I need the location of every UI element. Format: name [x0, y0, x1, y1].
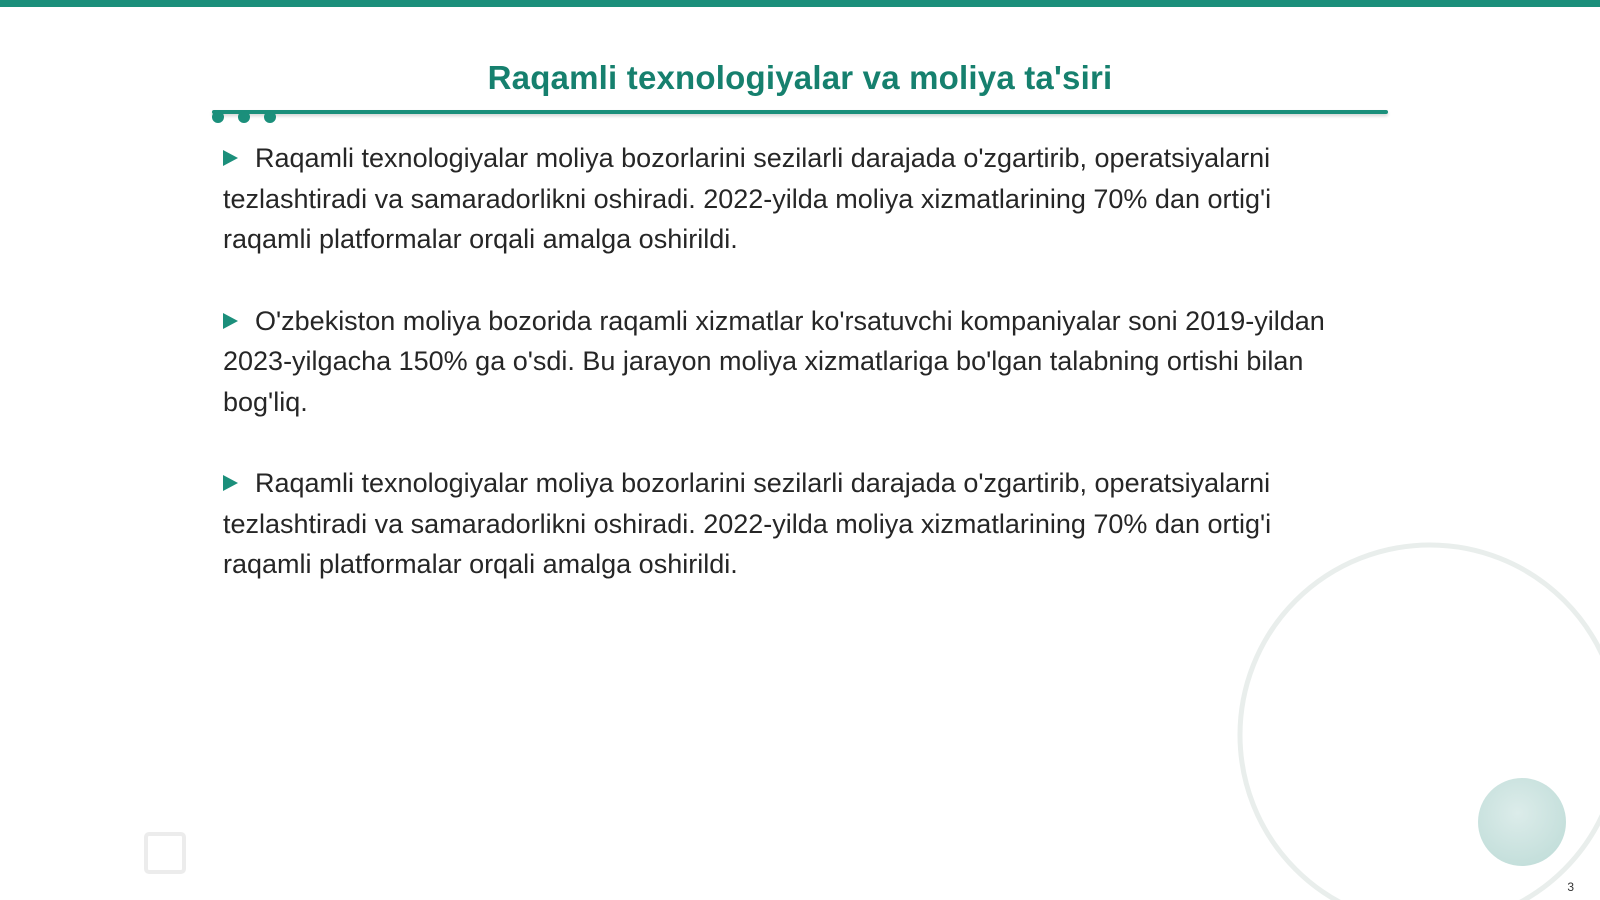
- square-outline-decoration: [146, 834, 184, 872]
- dot-decoration: [212, 111, 224, 123]
- title-dots-decoration: [210, 111, 280, 125]
- slide-title: Raqamli texnologiyalar va moliya ta'siri: [487, 59, 1113, 96]
- bubble-decoration: [1478, 778, 1566, 866]
- top-accent-bar: [0, 0, 1600, 7]
- triangle-bullet-icon: [223, 313, 238, 329]
- title-underline: [212, 110, 1388, 114]
- page-number: 3: [1567, 880, 1574, 894]
- bullet-paragraph: [223, 463, 1333, 585]
- bullet-paragraph: [223, 301, 1333, 423]
- triangle-bullet-icon: [223, 150, 238, 166]
- bullet-paragraph: [223, 138, 1333, 260]
- triangle-bullet-icon: [223, 475, 238, 491]
- dot-decoration: [264, 111, 276, 123]
- paragraph-text: Raqamli texnologiyalar moliya bozorlarini sezilarli darajada o'zgartirib, operatsiyalarni tezlashtiradi va samaradorlikni oshiradi. 2022-yilda moliya xizmatlarining 70% dan ortig'i raqamli platformalar orqali amalga oshirildi.: [223, 468, 1272, 579]
- slide-body: [223, 138, 1333, 626]
- paragraph-text: O'zbekiston moliya bozorida raqamli xizmatlar ko'rsatuvchi kompaniyalar soni 2019-yildan 2023-yilgacha 150% ga o'sdi. Bu jarayon moliya xizmatlariga bo'lgan talabning ortishi bilan bog'liq.: [223, 305, 1325, 417]
- dot-decoration: [238, 111, 250, 123]
- paragraph-text: Raqamli texnologiyalar moliya bozorlarini sezilarli darajada o'zgartirib, operatsiyalarni tezlashtiradi va samaradorlikni oshiradi. 2022-yilda moliya xizmatlarining 70% dan ortig'i raqamli platformalar orqali amalga oshirildi.: [223, 143, 1272, 254]
